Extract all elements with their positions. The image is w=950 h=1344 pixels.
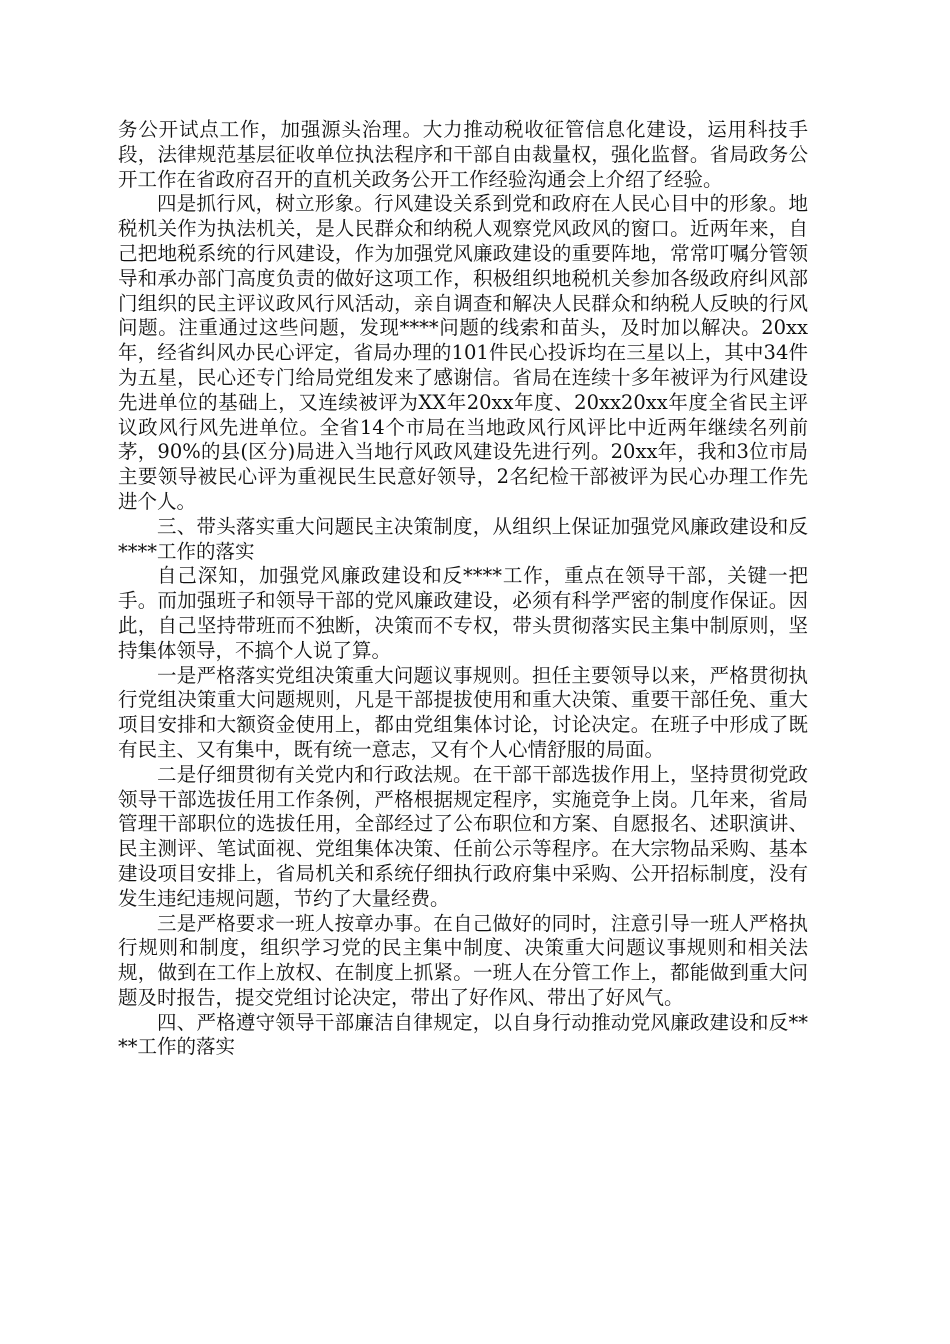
section-heading-four: 四、严格遵守领导干部廉洁自律规定，以自身行动推动党风廉政建设和反****工作的落实 xyxy=(118,1010,808,1059)
paragraph-point-one-rules: 一是严格落实党组决策重大问题议事规则。担任主要领导以来，严格贯彻执行党组决策重大问题规则，凡是干部提拔使用和重大决策、重要干部任免、重大项目安排和大额资金使用上，都由党组集体讨论，讨论决定。在班子中形成了既有民主、又有集中，既有统一意志，又有个人心情舒服的局面。 xyxy=(118,663,808,761)
paragraph-point-four-conduct: 四是抓行风，树立形象。行风建设关系到党和政府在人民心目中的形象。地税机关作为执法机关，是人民群众和纳税人观察党风政风的窗口。近两年来，自己把地税系统的行风建设，作为加强党风廉政建设的重要阵地，常常叮嘱分管领导和承办部门高度负责的做好这项工作，积极组织地税机关参加各级政府纠风部门组织的民主评议政风行风活动，亲自调查和解决人民群众和纳税人反映的行风问题。注重通过这些问题，发现****问题的线索和苗头，及时加以解决。20xx年，经省纠风办民心评定，省局办理的101件民心投诉均在三星以上，其中34件为五星，民心还专门给局党组发来了感谢信。省局在连续十多年被评为行风建设先进单位的基础上，又连续被评为XX年20xx年度、20xx20xx年度全省民主评议政风行风先进单位。全省14个市局在当地政风行风评比中近两年继续名列前茅，90%的县(区分)局进入当地行风政风建设先进行列。20xx年，我和3位市局主要领导被民心评为重视民生民意好领导，2名纪检干部被评为民心办理工作先进个人。 xyxy=(118,192,808,513)
paragraph-leadership-system: 自己深知，加强党风廉政建设和反****工作，重点在领导干部，关键一把手。而加强班子和领导干部的党风廉政建设，必须有科学严密的制度作保证。因此，自己坚持带班而不独断，决策而不专权，带头贯彻落实民主集中制原则，坚持集体领导，不搞个人说了算。 xyxy=(118,564,808,662)
paragraph-point-three-team: 三是严格要求一班人按章办事。在自己做好的同时，注意引导一班人严格执行规则和制度，组织学习党的民主集中制度、决策重大问题议事规则和相关法规，做到在工作上放权、在制度上抓紧。一班人在分管工作上，都能做到重大问题及时报告，提交党组讨论决定，带出了好作风、带出了好风气。 xyxy=(118,911,808,1009)
paragraph-continuation: 务公开试点工作，加强源头治理。大力推动税收征管信息化建设，运用科技手段，法律规范基层征收单位执法程序和干部自由裁量权，强化监督。省局政务公开工作在省政府召开的直机关政务公开工作经验沟通会上介绍了经验。 xyxy=(118,118,808,191)
paragraph-point-two-regulations: 二是仔细贯彻有关党内和行政法规。在干部干部选拔作用上，坚持贯彻党政领导干部选拔任用工作条例，严格根据规定程序，实施竞争上岗。几年来，省局管理干部职位的选拔任用，全部经过了公布职位和方案、自愿报名、述职演讲、民主测评、笔试面视、党组集体决策、任前公示等程序。在大宗物品采购、基本建设项目安排上，省局机关和系统仔细执行政府集中采购、公开招标制度，没有发生违纪违规问题，节约了大量经费。 xyxy=(118,762,808,910)
document-body xyxy=(118,118,808,1060)
section-heading-three: 三、带头落实重大问题民主决策制度，从组织上保证加强党风廉政建设和反****工作的落实 xyxy=(118,514,808,563)
